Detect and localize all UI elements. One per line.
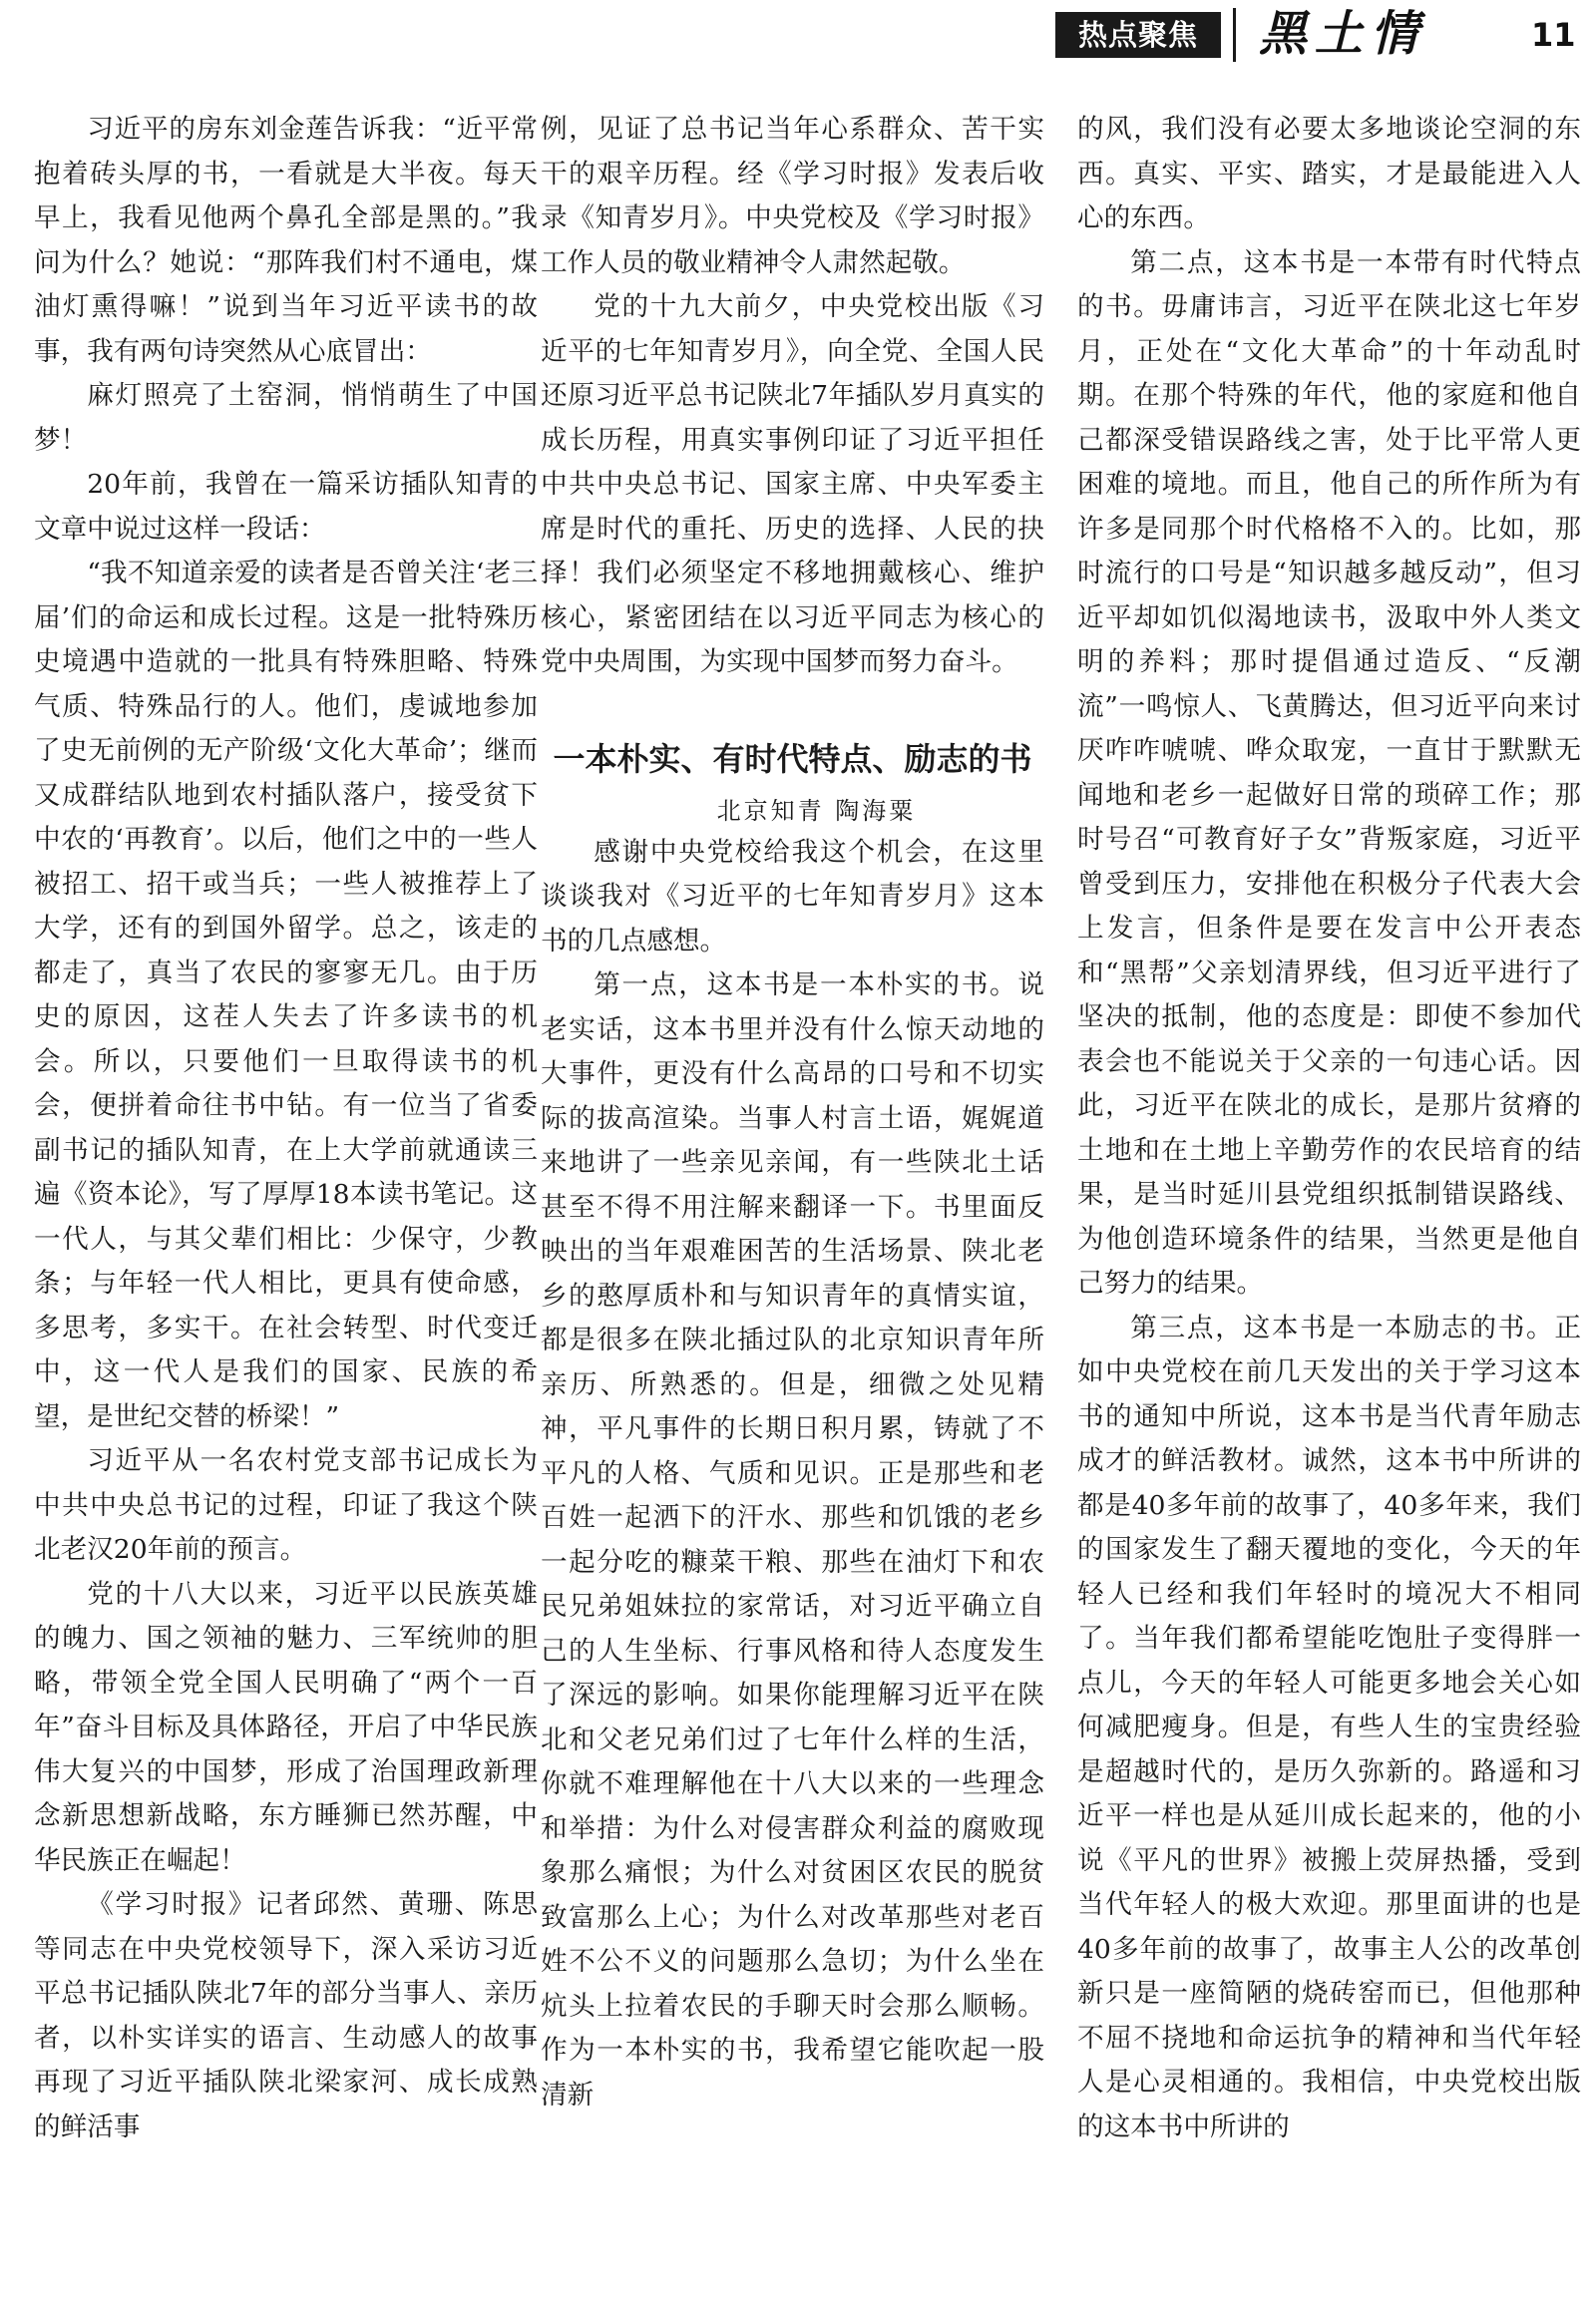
section-label: 热点聚焦 bbox=[1055, 12, 1221, 58]
article-title: 一本朴实、有时代特点、励志的书 bbox=[553, 739, 1032, 778]
quoted-paragraph: “我不知道亲爱的读者是否曾关注‘老三届’们的命运和成长过程。这是一批特殊历史境遇中造就的一批具有特殊胆略、特殊气质、特殊品行的人。他们，虔诚地参加了史无前例的无产阶级‘文化大革命’；继而又成群结队地到农村插队落户，接受贫下中农的‘再教育’。以后，他们之中的一些人被招工、招干或当兵；一些人被推荐上了大学，还有的到国外留学。总之，该走的都走了，真当了农民的寥寥无几。由于历史的原因，这茬人失去了许多读书的机会。所以，只要他们一旦取得读书的机会，便拼着命往书中钻。有一位当了省委副书记的插队知青，在上大学前就通读三遍《资本论》，写了厚厚18本读书笔记。这一代人，与其父辈们相比：少保守，少教条；与年轻一代人相比，更具有使命感，多思考，多实干。在社会转型、时代变迁中，这一代人是我们的国家、民族的希望，是世纪交替的桥梁！” bbox=[34, 558, 538, 1432]
paragraph-continued: 的风，我们没有必要太多地谈论空洞的东西。真实、平实、踏实，才是最能进入人心的东西。 bbox=[1077, 114, 1581, 233]
header-divider bbox=[1233, 8, 1236, 62]
paragraph: 习近平的房东刘金莲告诉我：“近平常抱着砖头厚的书，一看就是大半夜。每天早上，我看见他两个鼻孔全部是黑的。”我问为什么？她说：“那阵我们村不通电，煤油灯熏得嘛！”说到当年习近平读书的故事，我有两句诗突然从心底冒出： bbox=[34, 114, 538, 367]
paragraph: 感谢中央党校给我这个机会，在这里谈谈我对《习近平的七年知青岁月》这本书的几点感想。 bbox=[541, 836, 1044, 957]
article-byline: 北京知青 陶海粟 bbox=[716, 796, 917, 825]
text-column-2 bbox=[541, 108, 1044, 2304]
paragraph: 20年前，我曾在一篇采访插队知青的文章中说过这样一段话： bbox=[34, 469, 538, 545]
poem-line: 麻灯照亮了土窑洞，悄悄萌生了中国梦！ bbox=[34, 380, 538, 456]
paragraph: 习近平从一名农村党支部书记成长为中共中央总书记的过程，印证了我这个陕北老汉20年前的预言。 bbox=[34, 1445, 538, 1565]
text-column-1 bbox=[34, 108, 538, 2304]
paragraph: 第三点，这本书是一本励志的书。正如中央党校在前几天发出的关于学习这本书的通知中所说，这本书是当代青年励志成才的鲜活教材。诚然，这本书中所讲的都是40多年前的故事了，40多年来，我们的国家发生了翻天覆地的变化，今天的年轻人已经和我们年轻时的境况大不相同了。当年我们都希望能吃饱肚子变得胖一点儿，今天的年轻人可能更多地会关心如何减肥瘦身。但是，有些人生的宝贵经验是超越时代的，是历久弥新的。路遥和习近平一样也是从延川成长起来的，他的小说《平凡的世界》被搬上荧屏热播，受到当代年轻人的极大欢迎。那里面讲的也是40多年前的故事了，故事主人公的改革创新只是一座简陋的烧砖窑而已，但他那种不屈不挠地和命运抗争的精神和当代年轻人是心灵相通的。我相信，中央党校出版的这本书中所讲的 bbox=[1077, 1312, 1581, 2142]
page-header bbox=[0, 0, 1596, 70]
paragraph: 第一点，这本书是一本朴实的书。说老实话，这本书里并没有什么惊天动地的大事件，更没有什么高昂的口号和不切实际的拔高渲染。当事人村言土语，娓娓道来地讲了一些亲见亲闻，有一些陕北土话甚至不得不用注解来翻译一下。书里面反映出的当年艰难困苦的生活场景、陕北老乡的憨厚质朴和与知识青年的真情实谊，都是很多在陕北插过队的北京知识青年所亲历、所熟悉的。但是，细微之处见精神，平凡事件的长期日积月累，铸就了不平凡的人格、气质和见识。正是那些和老百姓一起洒下的汗水、那些和饥饿的老乡一起分吃的糠菜干粮、那些在油灯下和农民兄弟姐妹拉的家常话，对习近平确立自己的人生坐标、行事风格和待人态度发生了深远的影响。如果你能理解习近平在陕北和父老兄弟们过了七年什么样的生活，你就不难理解他在十八大以来的一些理念和举措：为什么对侵害群众利益的腐败现象那么痛恨；为什么对贫困区农民的脱贫致富那么上心；为什么对改革那些对老百姓不公不义的问题那么急切；为什么坐在炕头上拉着农民的手聊天时会那么顺畅。作为一本朴实的书，我希望它能吹起一股清新 bbox=[541, 969, 1044, 2111]
paragraph-continued: 例，见证了总书记当年心系群众、苦干实干的艰辛历程。经《学习时报》发表后收录《知青岁月》。中央党校及《学习时报》工作人员的敬业精神令人肃然起敬。 bbox=[541, 114, 1044, 278]
paragraph: 第二点，这本书是一本带有时代特点的书。毋庸讳言，习近平在陕北这七年岁月，正处在“文化大革命”的十年动乱时期。在那个特殊的年代，他的家庭和他自己都深受错误路线之害，处于比平常人更困难的境地。而且，他自己的所作所为有许多是同那个时代格格不入的。比如，那时流行的口号是“知识越多越反动”，但习近平却如饥似渴地读书，汲取中外人类文明的养料；那时提倡通过造反、“反潮流”一鸣惊人、飞黄腾达，但习近平向来讨厌咋咋唬唬、哗众取宠，一直甘于默默无闻地和老乡一起做好日常的琐碎工作；那时号召“可教育好子女”背叛家庭，习近平曾受到压力，安排他在积极分子代表大会上发言，但条件是要在发言中公开表态和“黑帮”父亲划清界线，但习近平进行了坚决的抵制，他的态度是：即使不参加代表会也不能说关于父亲的一句违心话。因此，习近平在陕北的成长，是那片贫瘠的土地和在土地上辛勤劳作的农民培育的结果，是当时延川县党组织抵制错误路线、为他创造环境条件的结果，当然更是他自己努力的结果。 bbox=[1077, 246, 1581, 1299]
masthead-logo: 黑土情 bbox=[1259, 6, 1427, 62]
paragraph: 党的十九大前夕，中央党校出版《习近平的七年知青岁月》，向全党、全国人民还原习近平总书记陕北7年插队岁月真实的成长历程，用真实事例印证了习近平担任中共中央总书记、国家主席、中央军委主席是时代的重托、历史的选择、人民的抉择！我们必须坚定不移地拥戴核心、维护核心，紧密团结在以习近平同志为核心的党中央周围，为实现中国梦而努力奋斗。 bbox=[541, 291, 1044, 677]
page-number: 11 bbox=[1531, 16, 1576, 54]
paragraph: 《学习时报》记者邱然、黄珊、陈思等同志在中央党校领导下，深入采访习近平总书记插队陕北7年的部分当事人、亲历者，以朴实详实的语言、生动感人的故事再现了习近平插队陕北梁家河、成长成熟的鲜活事 bbox=[34, 1889, 538, 2142]
paragraph: 党的十八大以来，习近平以民族英雄的魄力、国之领袖的魅力、三军统帅的胆略，带领全党全国人民明确了“两个一百年”奋斗目标及具体路径，开启了中华民族伟大复兴的中国梦，形成了治国理政新理念新思想新战略，东方睡狮已然苏醒，中华民族正在崛起！ bbox=[34, 1578, 538, 1876]
text-column-3 bbox=[1077, 108, 1581, 2304]
